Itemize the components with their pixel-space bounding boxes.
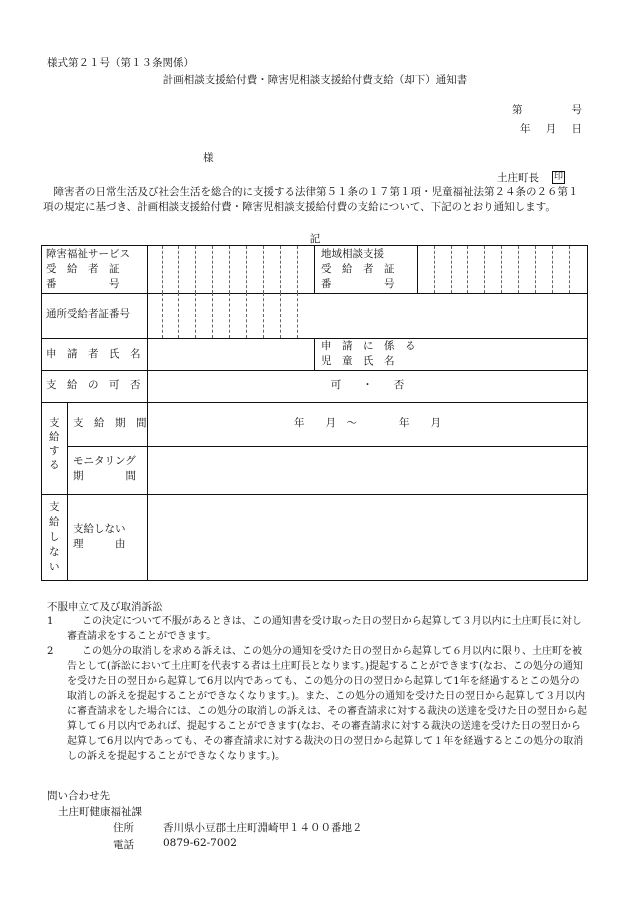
document-title: 計画相談支援給付費・障害児相談支援給付費支給（却下）通知書 (162, 74, 468, 86)
digit-divider (178, 246, 179, 293)
digit-divider (467, 246, 468, 293)
digit-divider (162, 293, 163, 338)
col-line (314, 246, 315, 293)
approval-label: 支 給 の 可 否 (46, 379, 141, 391)
row-line (67, 446, 587, 447)
contact-heading: 問い合わせ先 (47, 790, 110, 802)
digit-divider (263, 246, 264, 293)
col-line (67, 402, 68, 581)
digit-divider (434, 246, 435, 293)
row-line (42, 402, 587, 403)
digit-divider (451, 246, 452, 293)
date-year: 年 (520, 123, 531, 135)
col-line (417, 246, 418, 293)
digit-divider (212, 246, 213, 293)
approval-value: 可 ・ 否 (330, 379, 405, 391)
child-name-label: 申 請 に 係 る 児 童 氏 名 (321, 340, 416, 367)
digit-divider (280, 293, 281, 338)
document-date (512, 121, 582, 136)
digit-divider (501, 246, 502, 293)
notification-table (41, 245, 588, 581)
digit-divider (195, 293, 196, 338)
digit-divider (297, 246, 298, 293)
regional-cert-label: 地域相談支援 受 給 者 証 番 号 (321, 248, 395, 290)
digit-divider (229, 246, 230, 293)
digit-divider (178, 293, 179, 338)
tel-value: 0879-62-7002 (163, 837, 237, 849)
digit-divider (162, 246, 163, 293)
digit-divider (569, 246, 570, 293)
digit-divider (246, 246, 247, 293)
address-label: 住所 (113, 822, 134, 834)
digit-divider (535, 246, 536, 293)
seal-mark: 印 (553, 172, 563, 182)
address-value: 香川県小豆郡土庄町淵崎甲１４００番地２ (163, 822, 363, 834)
recipient-suffix: 様 (203, 152, 214, 164)
period-value: 年 月 ～ 年 月 (294, 417, 441, 429)
col-line (314, 338, 315, 370)
tel-label: 電話 (113, 839, 134, 851)
digit-divider (297, 293, 298, 338)
issuer-name: 土庄町長 (497, 172, 539, 184)
appeal-heading: 不服申立て及び取消訴訟 (47, 601, 163, 613)
digit-divider (246, 293, 247, 338)
shikyu-shinai-label: 支 給 し な い (49, 501, 60, 573)
number-dai: 第 (512, 104, 523, 116)
digit-divider (484, 246, 485, 293)
row-line (42, 494, 587, 495)
digit-divider (263, 293, 264, 338)
number-gou: 号 (571, 104, 582, 116)
digit-divider (195, 246, 196, 293)
digit-divider (518, 246, 519, 293)
monitoring-label: モニタリング 期 間 (73, 455, 136, 482)
shikyu-suru-label: 支 給 す る (49, 417, 60, 471)
digit-divider (280, 246, 281, 293)
issuer (497, 170, 565, 185)
period-label: 支 給 期 間 (73, 417, 147, 429)
document-number (512, 102, 582, 117)
body-paragraph: 障害者の日常生活及び社会生活を総合的に支援する法律第５１条の１７第１項・児童福祉法第２４条の２６第１項の規定に基づき、計画相談支援給付費・障害児相談支援給付費の支給について、下記のとおり通知します。 (43, 186, 579, 213)
date-day: 日 (571, 123, 582, 135)
digit-divider (229, 293, 230, 338)
form-number: 様式第２１号（第１３条関係） (47, 57, 194, 69)
tsusho-cert-label: 通所受給者証番号 (46, 308, 130, 320)
row-line (42, 370, 587, 371)
appeal-item-2: 2 この処分の取消しを求める訴えは、この処分の通知を受けた日の翌日から起算して６月以内に限り、土庄町を被告として(訴訟において土庄町を代表する者は土庄町長となります。)提起することができます(なお、この処分の通知を受けた日の翌日から起算して6月以内であっても、この処分の日の翌日から起算して1年を経過するとこの処分の取消しの訴えを提起することができなくなります。)。また、この処分の通知を受けた日の翌日から起算して３月以内に審査請求をした場合には、この処分の取消しの訴えは、その審査請求に対する裁決の送達を受けた日の翌日から起算して６月以内であれば、提起することができます(なお、その審査請求に対する裁決の送達を受けた日の翌日から起算して6月以内であっても、その審査請求に対する裁決の日の翌日から起算して１年を経過するとこの処分の取消しの訴えを提起することができなくなります。)。 (47, 646, 587, 762)
service-cert-label: 障害福祉サービス 受 給 者 証 番 号 (46, 248, 130, 290)
appeal-item-1: 1 この決定について不服があるときは、この通知書を受け取った日の翌日から起算して３月以内に土庄町長に対し審査請求をすることができます。 (47, 616, 582, 642)
date-month: 月 (545, 123, 557, 135)
col-line (147, 246, 148, 581)
reason-label: 支給しない 理 由 (73, 523, 126, 550)
applicant-name-label: 申 請 者 氏 名 (46, 348, 141, 360)
digit-divider (212, 293, 213, 338)
digit-divider (552, 246, 553, 293)
ki-heading: 記 (309, 233, 321, 245)
row-line (42, 293, 587, 294)
contact-department: 土庄町健康福祉課 (58, 806, 142, 818)
